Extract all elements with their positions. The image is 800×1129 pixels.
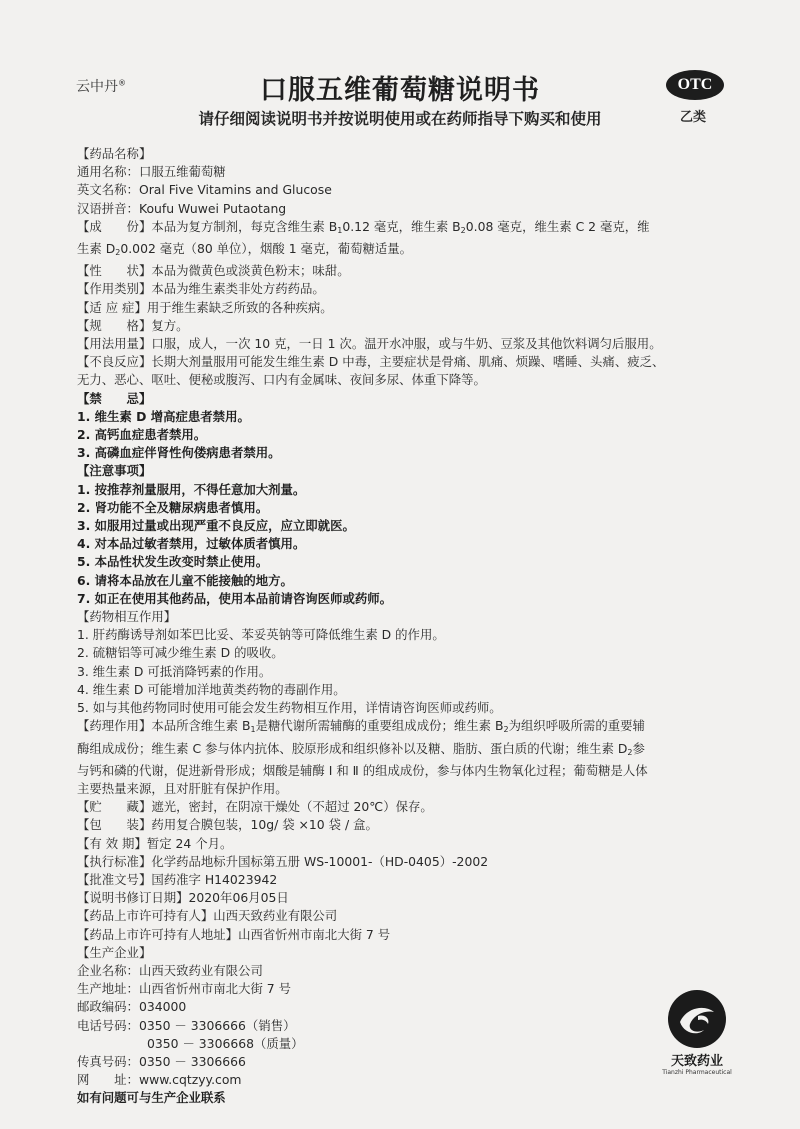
manufacturer-heading: 【生产企业】	[77, 944, 152, 960]
manufacturer-zip: 邮政编码：034000	[77, 999, 187, 1015]
caution-item: 6. 请将本品放在儿童不能接触的地方。	[77, 572, 293, 588]
manufacturer-address: 生产地址：山西省忻州市南北大街 7 号	[77, 981, 292, 997]
license-holder: 【药品上市许可持有人】山西天致药业有限公司	[77, 908, 338, 924]
specification: 【规 格】复方。	[77, 317, 189, 333]
interaction-item: 2. 硫糖铝等可减少维生素 D 的吸收。	[77, 645, 284, 661]
interaction-item: 5. 如与其他药物同时使用可能会发生药物相互作用，详情请咨询医师或药师。	[77, 700, 502, 716]
manufacturer-phone-quality: 0350 － 3306668（质量）	[147, 1035, 304, 1051]
caution-item: 4. 对本品过敏者禁用，过敏体质者慎用。	[77, 536, 306, 552]
character: 【性 状】本品为微黄色或淡黄色粉末；味甜。	[77, 263, 350, 279]
manufacturer-fax: 传真号码：0350 － 3306666	[77, 1053, 246, 1069]
composition-line-2: 生素 $D_20.002$ 毫克（80 单位），烟酸 1 毫克，葡萄糖适量。	[77, 241, 413, 258]
common-name: 通用名称：口服五维葡萄糖	[77, 164, 226, 180]
page-subtitle: 请仔细阅读说明书并按说明使用或在药师指导下购买和使用	[198, 110, 602, 128]
brand-logo-text: 云中丹®	[76, 78, 126, 95]
composition-line-1: 【成 份】本品为复方制剂，每克含维生素 $B_10.12$ 毫克，维生素 $B_20.08$ 毫克，维生素 C 2 毫克，维	[77, 218, 650, 235]
adverse-line-2: 无力、恶心、呕吐、便秘或腹泻、口内有金属味、夜间多尿、体重下降等。	[77, 372, 486, 388]
english-name: 英文名称：Oral Five Vitamins and Glucose	[77, 182, 332, 198]
storage: 【贮 藏】遮光，密封，在阴凉干燥处（不超过 20℃）保存。	[77, 799, 433, 815]
usage: 【用法用量】口服，成人，一次 10 克，一日 1 次。温开水冲服，或与牛奶、豆浆及其他饮料调匀后服用。	[77, 336, 662, 352]
logo-company-english: Tianzhi Pharmaceutical	[662, 1069, 732, 1076]
interaction-item: 4. 维生素 D 可能增加洋地黄类药物的毒副作用。	[77, 681, 346, 697]
manufacturer-website: 网 址：www.cqtzyy.com	[77, 1072, 242, 1088]
caution-item: 2. 肾功能不全及糖尿病患者慎用。	[77, 499, 269, 515]
contraindication-item: 2. 高钙血症患者禁用。	[77, 427, 207, 443]
contact-note: 如有问题可与生产企业联系	[77, 1090, 226, 1106]
pharmacology-line-2: 酶组成成份；维生素 C 参与体内抗体、胶原形成和组织修补以及糖、脂肪、蛋白质的代谢；维生素 $D_2$参	[77, 740, 645, 757]
category: 【作用类别】本品为维生素类非处方药药品。	[77, 281, 325, 297]
contraindication-heading: 【禁 忌】	[77, 390, 152, 406]
pharmacology-line-1: 【药理作用】本品所含维生素 $B_1$是糖代谢所需辅酶的重要组成成份；维生素 $B_2$为组织呼吸所需的重要辅	[77, 718, 645, 735]
contraindication-item: 3. 高磷血症伴肾性佝偻病患者禁用。	[77, 445, 281, 461]
caution-item: 5. 本品性状发生改变时禁止使用。	[77, 554, 269, 570]
caution-item: 7. 如正在使用其他药品，使用本品前请咨询医师或药师。	[77, 590, 393, 606]
logo-company-name: 天致药业	[670, 1054, 723, 1069]
package: 【包 装】药用复合膜包装，10g/ 袋 ×10 袋 / 盒。	[77, 817, 378, 833]
pinyin-name: 汉语拼音：Koufu Wuwei Putaotang	[77, 200, 287, 216]
license-holder-address: 【药品上市许可持有人地址】山西省忻州市南北大街 7 号	[77, 926, 391, 942]
caution-item: 1. 按推荐剂量服用，不得任意加大剂量。	[77, 481, 306, 497]
manufacturer-phone-sales: 电话号码：0350 － 3306666（销售）	[77, 1017, 296, 1033]
page-title: 口服五维葡萄糖说明书	[260, 75, 540, 106]
standard: 【执行标准】化学药品地标升国标第五册 WS-10001-（HD-0405）-2002	[77, 853, 489, 869]
pharmacology-line-4: 主要热量来源，且对肝脏有保护作用。	[77, 780, 288, 796]
interaction-item: 1. 肝药酶诱导剂如苯巴比妥、苯妥英钠等可降低维生素 D 的作用。	[77, 627, 445, 643]
adverse-line-1: 【不良反应】长期大剂量服用可能发生维生素 D 中毒，主要症状是骨痛、肌痛、烦躁、嗜睡、头痛、疲乏、	[77, 354, 665, 370]
company-logo	[642, 990, 752, 1076]
validity: 【有 效 期】暂定 24 个月。	[77, 835, 233, 851]
drug-name-heading: 【药品名称】	[77, 146, 152, 161]
interaction-item: 3. 维生素 D 可抵消降钙素的作用。	[77, 663, 272, 679]
manufacturer-name: 企业名称：山西天致药业有限公司	[77, 962, 263, 978]
pharmacology-line-3: 与钙和磷的代谢，促进新骨形成；烟酸是辅酶 Ⅰ 和 Ⅱ 的组成成份，参与体内生物氧化过程；葡萄糖是人体	[77, 762, 648, 778]
approval-number: 【批准文号】国药准字 H14023942	[77, 871, 278, 887]
otc-class-label: 乙类	[680, 110, 707, 125]
indication: 【适 应 症】用于维生素缺乏所致的各种疾病。	[77, 299, 333, 315]
otc-badge: OTC	[666, 70, 724, 100]
caution-heading: 【注意事项】	[77, 463, 152, 479]
interaction-heading: 【药物相互作用】	[77, 609, 177, 625]
leaflet-body	[77, 145, 737, 1108]
contraindication-item: 1. 维生素 D 增高症患者禁用。	[77, 408, 250, 424]
revision-date: 【说明书修订日期】2020年06月05日	[77, 890, 289, 906]
tianzhi-emblem-icon	[668, 990, 726, 1048]
caution-item: 3. 如服用过量或出现严重不良反应，应立即就医。	[77, 518, 355, 534]
